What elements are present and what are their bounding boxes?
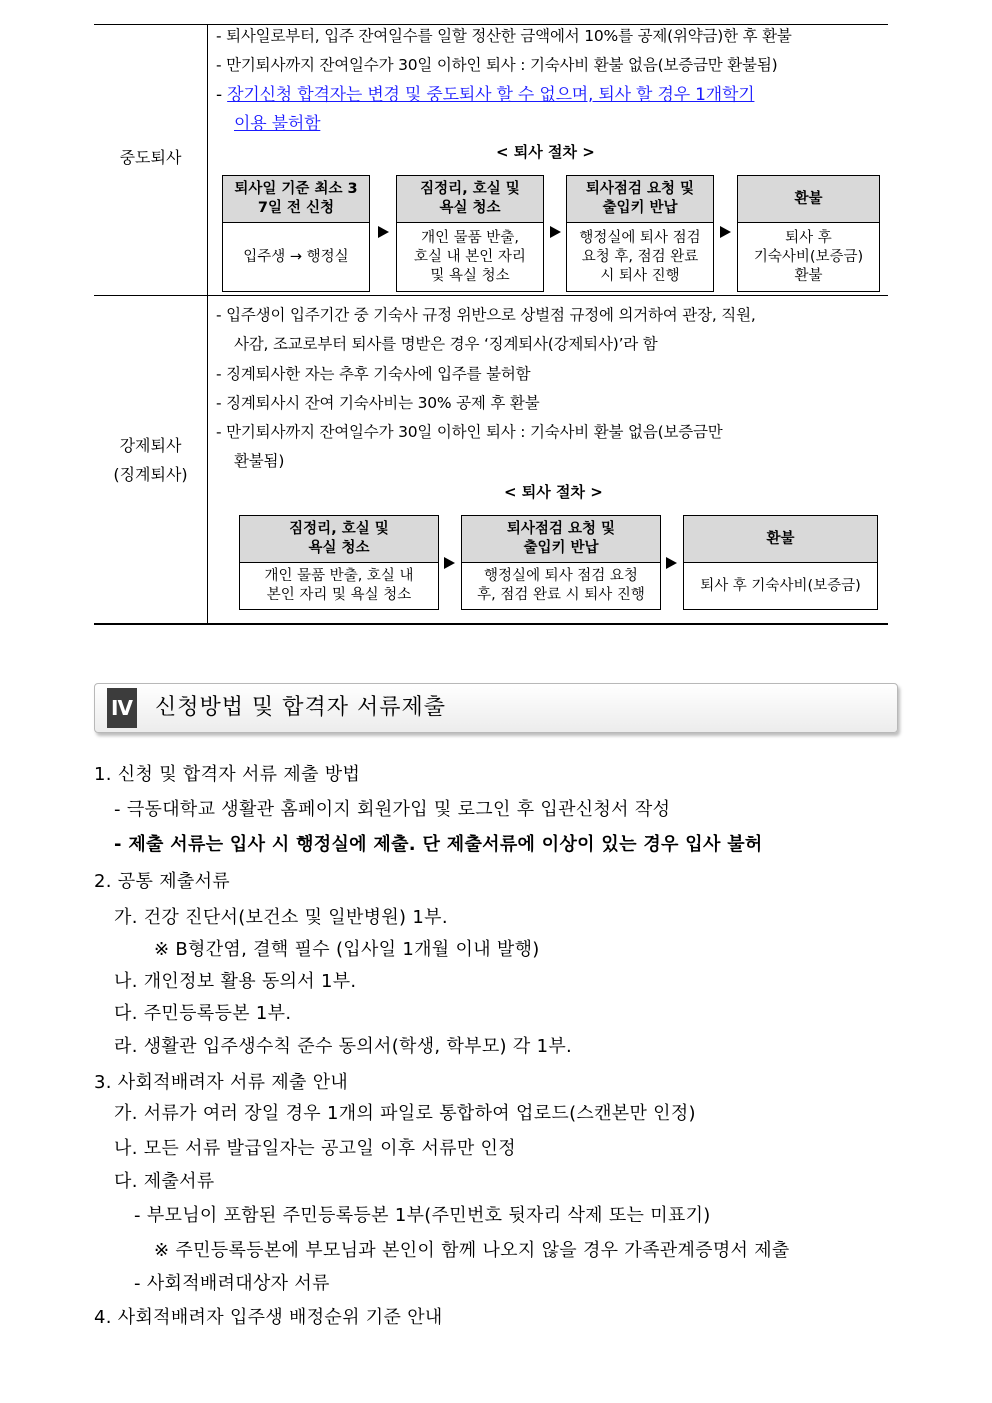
row1-step-2-head-line-2: 욕실 청소	[439, 200, 501, 216]
heading-4: 4. 사회적배려자 입주생 배정순위 기준 안내	[94, 1307, 443, 1328]
section-title: 신청방법 및 합격자 서류제출	[155, 695, 447, 720]
row2-step-2-body-line-2: 후, 점검 완료 시 퇴사 진행	[477, 587, 645, 603]
item-2-a: 가. 건강 진단서(보건소 및 일반병원) 1부.	[114, 907, 448, 928]
row2-step-3-head: 환불	[766, 530, 795, 547]
item-2-b: 나. 개인정보 활용 동의서 1부.	[114, 971, 357, 992]
row1-step-1-head-line-1: 퇴사일 기준 최소 3	[234, 181, 358, 197]
table-column-divider	[207, 24, 208, 624]
row2-step-3-body: 퇴사 후 기숙사비(보증금)	[700, 577, 861, 594]
row1-step-4-body-line-3: 환불	[794, 267, 823, 284]
item-3-c: 다. 제출서류	[114, 1171, 215, 1192]
section-header	[94, 683, 898, 733]
row2-step-1-head-line-1: 짐정리, 호실 및	[289, 521, 389, 537]
row1-step-3-body-line-1: 행정실에 퇴사 점검	[579, 229, 701, 246]
item-1-1: - 극동대학교 생활관 홈페이지 회원가입 및 로그인 후 입관신청서 작성	[114, 799, 671, 820]
withdrawal-table	[94, 24, 888, 625]
row2-step-3	[683, 515, 878, 610]
item-3-c-note: ※ 주민등록등본에 부모님과 본인이 함께 나오지 않을 경우 가족관계증명서 제출	[154, 1240, 790, 1261]
row2-line-1: - 입주생이 입주기간 중 기숙사 규정 위반으로 상벌점 규정에 의거하여 관장, 직원,	[216, 306, 756, 324]
item-2-a-note: ※ B형간염, 결핵 필수 (입사일 1개월 이내 발행)	[154, 939, 540, 960]
long-term-notice: 장기신청 합격자는 변경 및 중도퇴사 할 수 없으며, 퇴사 할 경우 1개학기	[227, 85, 755, 105]
row1-line-2: - 만기퇴사까지 잔여일수가 30일 이하인 퇴사 : 기숙사비 환불 없음(보증금만 환불됨)	[216, 56, 778, 74]
row1-step-3-body-line-2: 요청 후, 점검 완료	[581, 248, 699, 265]
row1-step-2-body-line-1: 개인 물품 반출,	[421, 229, 519, 246]
row1-step-3	[566, 175, 714, 292]
row2-line-5: - 만기퇴사까지 잔여일수가 30일 이하인 퇴사 : 기숙사비 환불 없음(보증금만	[216, 423, 723, 441]
row-label-disciplinary-withdrawal: (징계퇴사)	[113, 465, 188, 484]
row1-line-4: 이용 불허함	[234, 114, 321, 134]
row2-step-1	[239, 515, 439, 610]
heading-1: 1. 신청 및 합격자 서류 제출 방법	[94, 764, 361, 785]
heading-2: 2. 공통 제출서류	[94, 871, 230, 892]
arrow-right-icon	[444, 557, 455, 569]
row1-step-1-head-line-2: 7일 전 신청	[257, 200, 335, 216]
row1-step-3-head-line-2: 출입키 반납	[602, 200, 678, 216]
row1-step-1	[222, 175, 370, 292]
arrow-right-icon	[378, 226, 389, 238]
row1-step-4-body-line-2: 기숙사비(보증금)	[753, 248, 864, 265]
item-2-c: 다. 주민등록등본 1부.	[114, 1003, 292, 1024]
row2-step-2-body-line-1: 행정실에 퇴사 점검 요청	[484, 568, 638, 584]
item-3-b: 나. 모든 서류 발급일자는 공고일 이후 서류만 인정	[114, 1138, 516, 1159]
row1-procedure-title: < 퇴사 절차 >	[496, 143, 595, 161]
row1-step-3-body-line-3: 시 퇴사 진행	[600, 267, 680, 284]
row2-step-2	[461, 515, 661, 610]
row2-line-3: - 징계퇴사한 자는 추후 기숙사에 입주를 불허함	[216, 365, 531, 383]
row1-line-1: - 퇴사일로부터, 입주 잔여일수를 일할 정산한 금액에서 10%를 공제(위약금)한 후 환불	[216, 27, 792, 45]
row2-line-6: 환불됨)	[234, 452, 285, 470]
row1-step-2	[396, 175, 544, 292]
section-number-badge: Ⅳ	[107, 688, 137, 728]
row2-line-2: 사감, 조교로부터 퇴사를 명받은 경우 ‘징계퇴사(강제퇴사)’라 함	[234, 335, 658, 353]
row2-step-2-head-line-2: 출입키 반납	[523, 540, 599, 556]
item-3-c-1: - 부모님이 포함된 주민등록등본 1부(주민번호 뒷자리 삭제 또는 미표기)	[134, 1205, 711, 1226]
row-label-forced-withdrawal: 강제퇴사	[119, 436, 182, 455]
table-row-divider	[94, 295, 888, 296]
row-label-midterm-withdrawal: 중도퇴사	[119, 148, 182, 167]
row2-step-1-head-line-2: 욕실 청소	[308, 540, 370, 556]
arrow-right-icon	[666, 557, 677, 569]
arrow-right-icon	[720, 226, 731, 238]
row2-line-4: - 징계퇴사시 잔여 기숙사비는 30% 공제 후 환불	[216, 394, 540, 412]
item-2-d: 라. 생활관 입주생수칙 준수 동의서(학생, 학부모) 각 1부.	[114, 1036, 573, 1057]
item-1-2: - 제출 서류는 입사 시 행정실에 제출. 단 제출서류에 이상이 있는 경우 입사 불허	[114, 834, 763, 855]
row2-procedure-title: < 퇴사 절차 >	[504, 483, 603, 501]
row1-step-2-body-line-2: 호실 내 본인 자리	[414, 248, 526, 265]
row1-step-4-body-line-1: 퇴사 후	[785, 229, 832, 246]
row1-step-3-head-line-1: 퇴사점검 요청 및	[585, 181, 695, 197]
item-3-c-2: - 사회적배려대상자 서류	[134, 1273, 330, 1294]
row2-step-2-head-line-1: 퇴사점검 요청 및	[506, 521, 616, 537]
row1-step-2-body-line-3: 및 욕실 청소	[430, 267, 510, 284]
row1-step-4-head: 환불	[794, 190, 823, 207]
row2-step-1-body-line-2: 본인 자리 및 욕실 청소	[266, 587, 412, 603]
row1-step-2-head-line-1: 짐정리, 호실 및	[420, 181, 520, 197]
row2-step-1-body-line-1: 개인 물품 반출, 호실 내	[264, 568, 414, 584]
row1-line-3: - 장기신청 합격자는 변경 및 중도퇴사 할 수 없으며, 퇴사 할 경우 1개학기	[216, 85, 755, 105]
row1-step-4	[737, 175, 880, 292]
table-bottom-border	[94, 623, 888, 625]
item-3-a: 가. 서류가 여러 장일 경우 1개의 파일로 통합하여 업로드(스캔본만 인정)	[114, 1103, 696, 1124]
heading-3: 3. 사회적배려자 서류 제출 안내	[94, 1072, 349, 1093]
row1-step-1-body: 입주생 → 행정실	[243, 248, 349, 265]
arrow-right-icon	[550, 226, 561, 238]
